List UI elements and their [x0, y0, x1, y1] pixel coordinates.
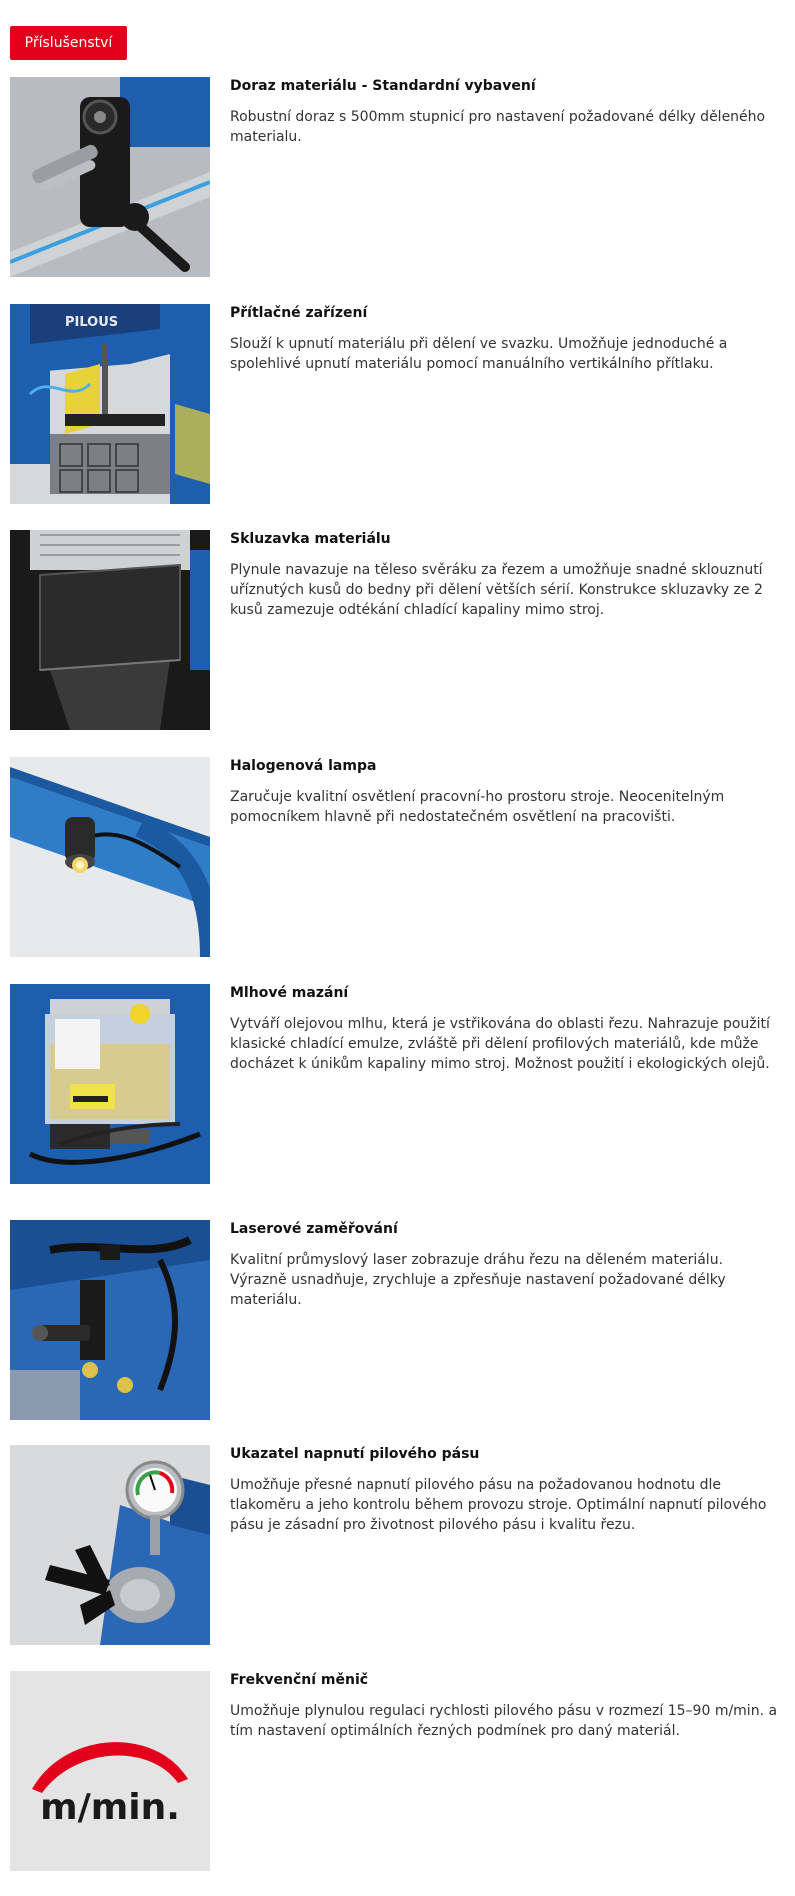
item-description: Plynule navazuje na těleso svěráku za řezem a umožňuje snadné sklouznutí uříznutých kusů do bedny při dělení větších sérií. Konstrukce skluzavky ze 2 kusů zamezuje odtékání chladící kapaliny mimo stroj.	[230, 562, 763, 618]
item-description: Umožňuje plynulou regulaci rychlosti pilového pásu v rozmezí 15–90 m/min. a tím nastavení optimálních řezných podmínek pro daný materiál.	[230, 1703, 778, 1739]
item-title: Ukazatel napnutí pilového pásu	[230, 1446, 480, 1462]
accessory-item-material-chute	[10, 530, 780, 730]
item-title: Frekvenční měnič	[230, 1672, 369, 1688]
item-description: Vytváří olejovou mlhu, která je vstřikována do oblasti řezu. Nahrazuje použití klasické chladící emulze, zvláště při dělení profilových materiálů, kde může docházet k únikům kapaliny mimo stroj. Možnost použití i ekologických olejů.	[230, 1016, 770, 1072]
item-title: Doraz materiálu - Standardní vybavení	[230, 78, 536, 94]
item-title: Halogenová lampa	[230, 758, 377, 774]
blade-tension-gauge-photo	[10, 1445, 210, 1645]
item-title: Přítlačné zařízení	[230, 305, 368, 321]
accessory-item-clamping-device	[10, 304, 780, 504]
accessory-item-frequency-converter	[10, 1671, 780, 1871]
accessory-item-laser-guide	[10, 1220, 780, 1420]
item-title: Laserové zaměřování	[230, 1221, 398, 1237]
material-stop-photo	[10, 77, 210, 277]
halogen-lamp-photo	[10, 757, 210, 957]
item-description: Umožňuje přesné napnutí pilového pásu na požadovanou hodnotu dle tlakoměru a jeho kontrolu během provozu stroje. Optimální napnutí pilového pásu je zásadní pro životnost pilového pásu i kvalitu řezu.	[230, 1477, 767, 1533]
item-description: Slouží k upnutí materiálu při dělení ve svazku. Umožňuje jednoduché a spolehlivé upnutí materiálu pomocí manuálního vertikálního přítlaku.	[230, 336, 728, 372]
laser-guide-photo	[10, 1220, 210, 1420]
machine-brand-label: PILOUS	[65, 315, 119, 330]
accessory-item-halogen-lamp	[10, 757, 780, 957]
accessories-tab-button[interactable]: Příslušenství	[10, 26, 127, 60]
material-chute-photo	[10, 530, 210, 730]
accessory-item-mist-lubrication	[10, 984, 780, 1184]
item-title: Mlhové mazání	[230, 985, 349, 1001]
item-title: Skluzavka materiálu	[230, 531, 391, 547]
clamping-device-photo	[10, 304, 210, 504]
frequency-converter-logo	[10, 1671, 210, 1871]
item-description: Zaručuje kvalitní osvětlení pracovní-ho prostoru stroje. Neocenitelným pomocníkem hlavně při nedostatečném osvětlení na pracovišti.	[230, 789, 725, 825]
accessory-item-blade-tension-gauge	[10, 1445, 780, 1645]
mist-lubrication-photo	[10, 984, 210, 1184]
accessory-item-material-stop	[10, 77, 780, 277]
speed-unit-label: m/min.	[40, 1787, 180, 1828]
item-description: Robustní doraz s 500mm stupnicí pro nastavení požadované délky děleného materialu.	[230, 109, 766, 145]
item-description: Kvalitní průmyslový laser zobrazuje dráhu řezu na děleném materiálu. Výrazně usnadňuje, zrychluje a zpřesňuje nastavení požadované délky materiálu.	[230, 1252, 726, 1308]
